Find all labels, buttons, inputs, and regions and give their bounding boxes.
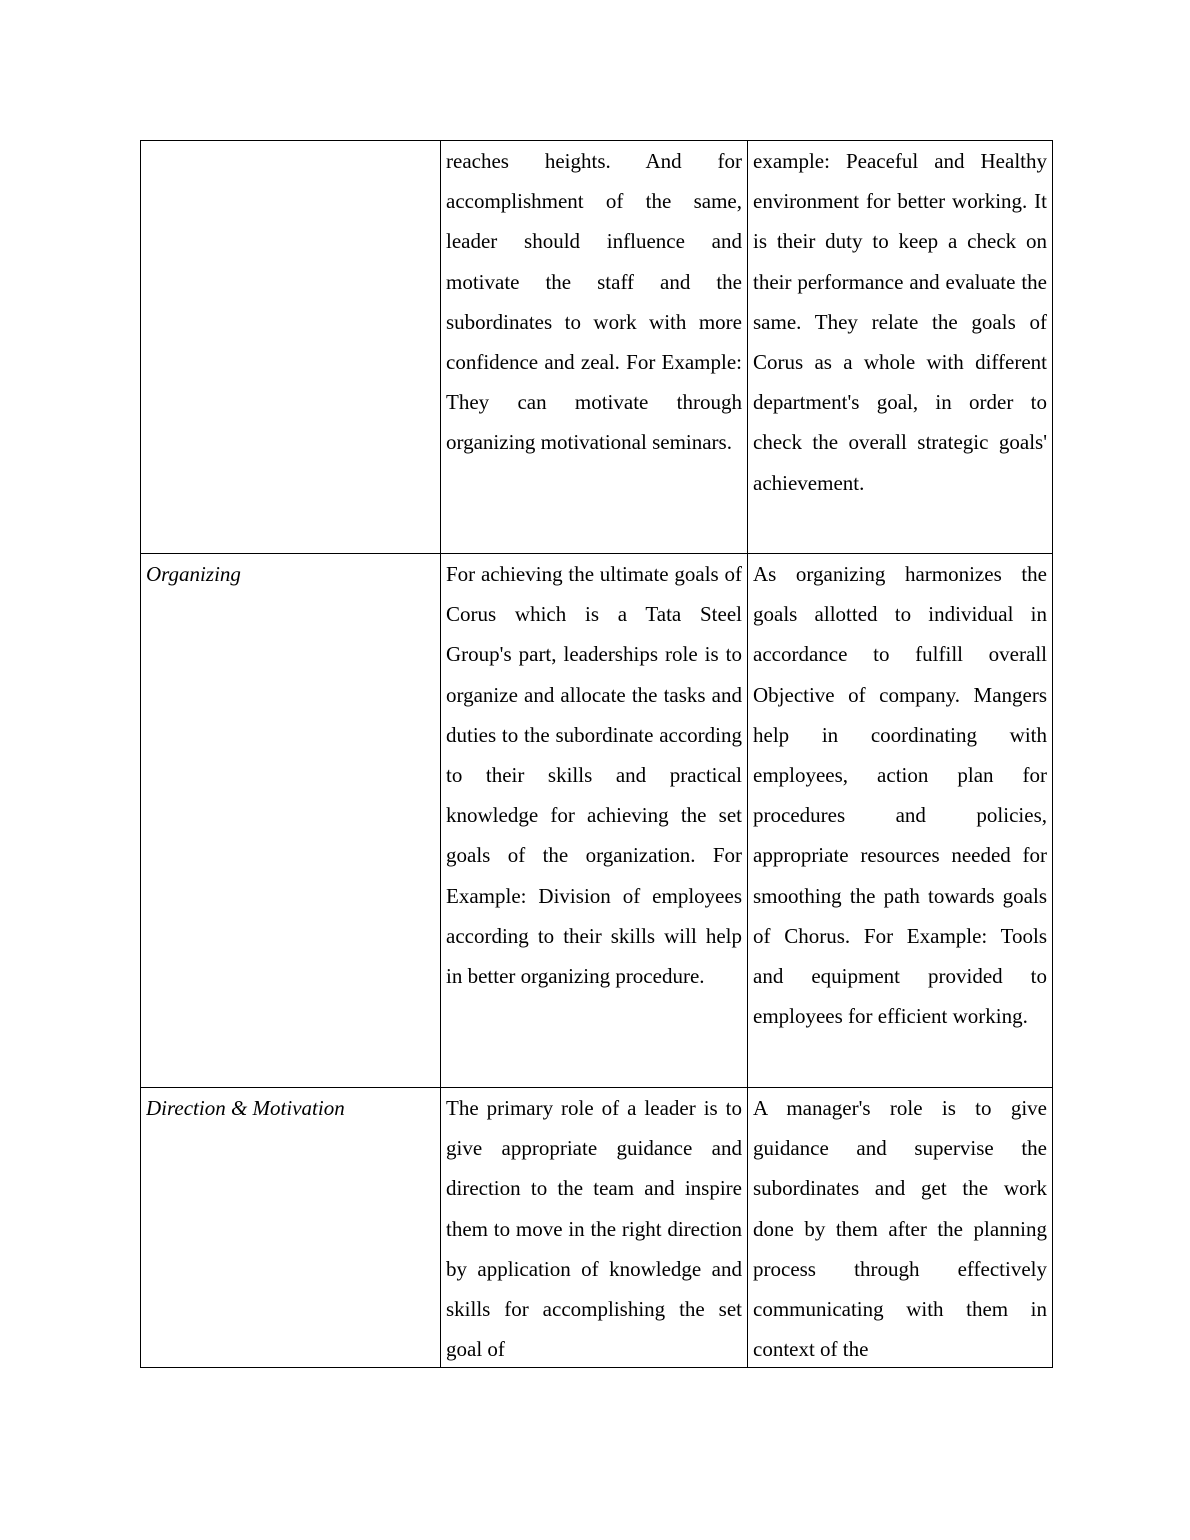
table-row	[141, 554, 1053, 1088]
leadership-text: For achieving the ultimate goals of Corus which is a Tata Steel Group's part, leaderships role is to organize and allocate the tasks and duties to the subordinate according to their skills and practical knowledge for achieving the set goals of the organization. For Example: Division of employees according to their skills will help in better organizing procedure.	[446, 562, 742, 989]
management-text: example: Peaceful and Healthy environment for better working. It is their duty to keep a check on their performance and evaluate the same. They relate the goals of Corus as a whole with different department's goal, in order to check the overall strategic goals' achievement.	[753, 149, 1047, 495]
row-label-direction-motivation: Direction & Motivation	[146, 1096, 345, 1120]
leadership-cell	[441, 1088, 748, 1368]
row-label-cell	[141, 141, 441, 554]
management-text: A manager's role is to give guidance and supervise the subordinates and get the work done by them after the planning process through effectively communicating with them in context of the	[753, 1096, 1047, 1362]
leadership-text: reaches heights. And for accomplishment of the same, leader should influence and motivate the staff and the subordinates to work with more confidence and zeal. For Example: They can motivate through organizing motivational seminars.	[446, 149, 742, 455]
leadership-cell	[441, 554, 748, 1088]
leadership-cell	[441, 141, 748, 554]
row-label-cell	[141, 1088, 441, 1368]
management-text: As organizing harmonizes the goals allotted to individual in accordance to fulfill overall Objective of company. Mangers help in coordinating with employees, action plan for procedures and policies, appropriate resources needed for smoothing the path towards goals of Chorus. For Example: Tools and equipment provided to employees for efficient working.	[753, 562, 1047, 1029]
management-cell	[748, 1088, 1053, 1368]
leadership-text: The primary role of a leader is to give appropriate guidance and direction to the team and inspire them to move in the right direction by application of knowledge and skills for accomplishing the set goal of	[446, 1096, 742, 1362]
row-label-cell	[141, 554, 441, 1088]
row-label-organizing: Organizing	[146, 562, 241, 586]
table-row	[141, 141, 1053, 554]
management-cell	[748, 141, 1053, 554]
table-row	[141, 1088, 1053, 1368]
management-cell	[748, 554, 1053, 1088]
comparison-table	[140, 140, 1053, 1368]
